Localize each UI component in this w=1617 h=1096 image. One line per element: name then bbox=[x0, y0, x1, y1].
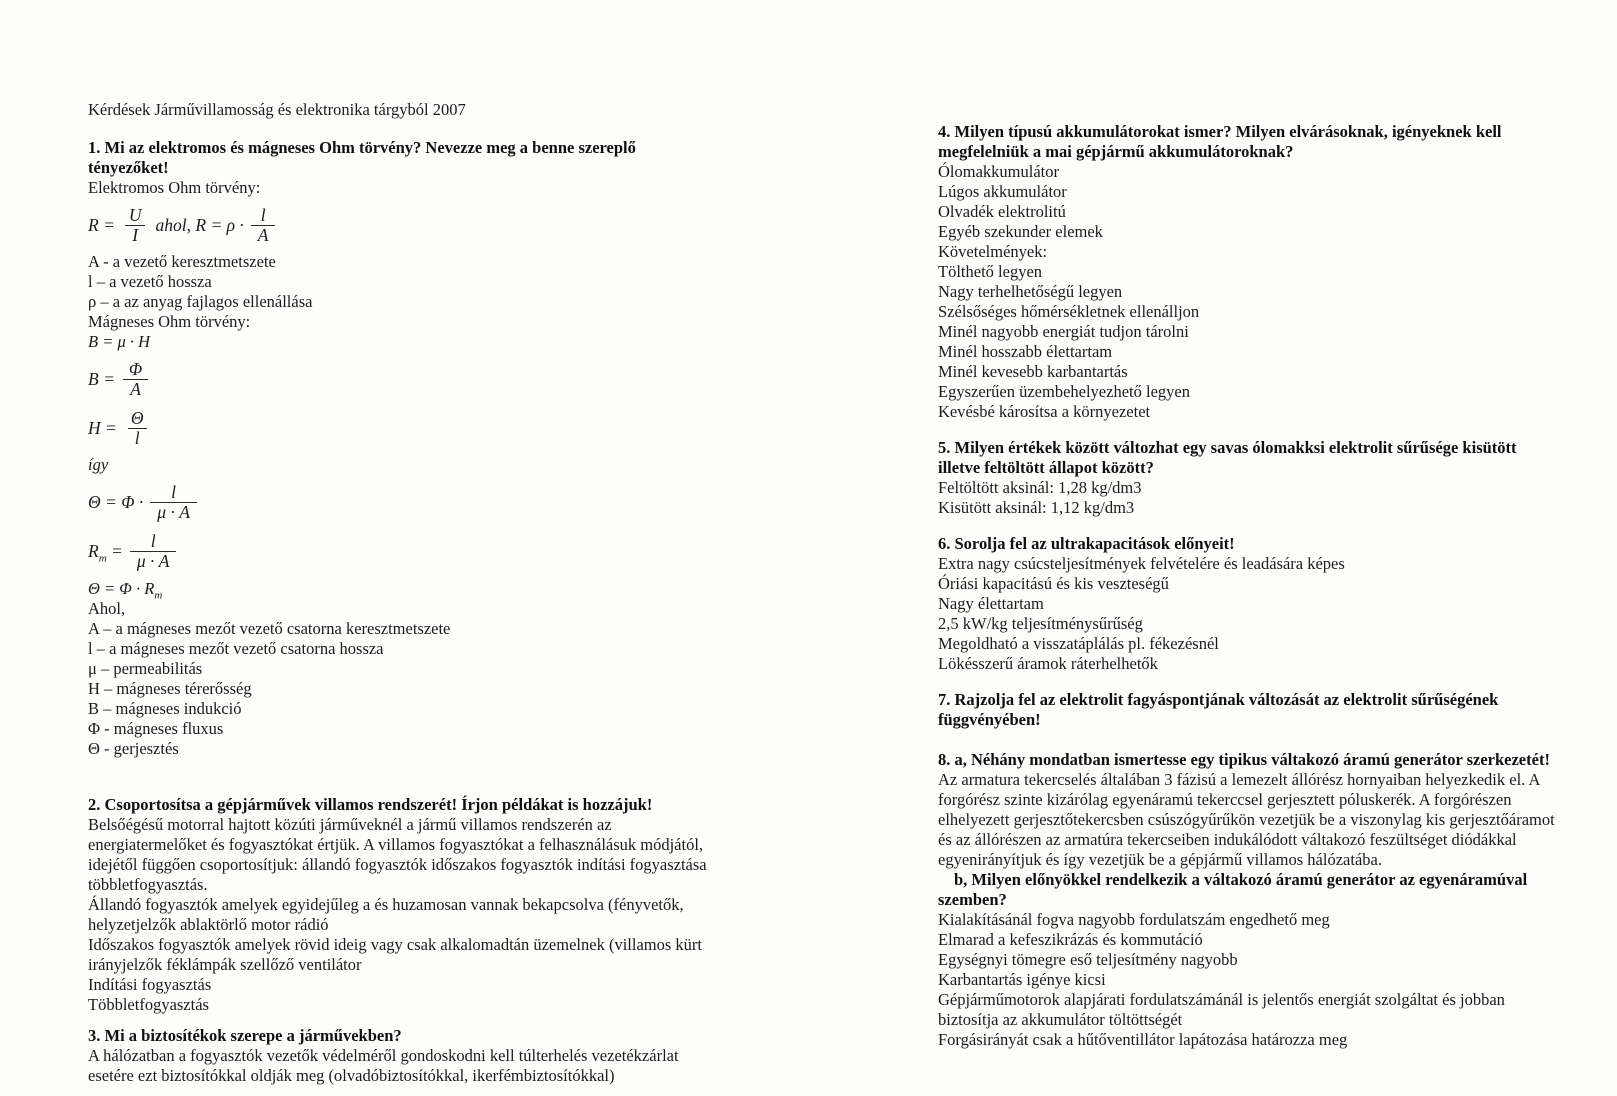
text-line: A – a mágneses mezőt vezető csatorna keresztmetszete bbox=[88, 619, 451, 638]
text-line: Minél kevesebb karbantartás bbox=[938, 362, 1128, 381]
text-line: Nagy terhelhetőségű legyen bbox=[938, 282, 1123, 301]
magnetic-ohm-label: Mágneses Ohm törvény: bbox=[88, 312, 251, 331]
electric-definitions bbox=[88, 252, 753, 312]
text-line: l – a vezető hossza bbox=[88, 272, 212, 291]
fraction: $\frac{\Theta}{l}$ bbox=[124, 409, 151, 448]
text-line: helyzetjelzők ablaktörlő motor rádió bbox=[88, 915, 329, 934]
text-line: Követelmények: bbox=[938, 242, 1048, 261]
document-title: Kérdések Járművillamosság és elektronika tárgyból 2007 bbox=[88, 100, 466, 119]
question-8b-heading bbox=[938, 870, 1578, 910]
text-line: Nagy élettartam bbox=[938, 594, 1044, 613]
text-line: Tölthető legyen bbox=[938, 262, 1043, 281]
electric-ohm-label: Elektromos Ohm törvény: bbox=[88, 178, 261, 197]
heading-line: 1. Mi az elektromos és mágneses Ohm törvény? Nevezze meg a benne szereplő bbox=[88, 138, 636, 157]
text-line: Szélsőséges hőmérsékletnek ellenálljon bbox=[938, 302, 1200, 321]
text-line: A - a vezető keresztmetszete bbox=[88, 252, 276, 271]
heading-line: 7. Rajzolja fel az elektrolit fagyáspontjának változását az elektrolit sűrűségének bbox=[938, 690, 1499, 709]
text-line: Lökésszerű áramok ráterhelhetők bbox=[938, 654, 1158, 673]
text-line: μ – permeabilitás bbox=[88, 659, 203, 678]
question-3-heading: 3. Mi a biztosítékok szerepe a járművekben? bbox=[88, 1026, 402, 1045]
text-line: Többletfogyasztás bbox=[88, 995, 209, 1014]
question-4-heading bbox=[938, 122, 1578, 162]
text-line: 2,5 kW/kg teljesítménysűrűség bbox=[938, 614, 1143, 633]
question-2-body bbox=[88, 815, 753, 1015]
heading-line: tényezőket! bbox=[88, 158, 169, 177]
text-line: többletfogyasztás. bbox=[88, 875, 208, 894]
rm-formula bbox=[88, 529, 753, 573]
fraction: $\frac{U}{I}$ bbox=[122, 206, 149, 245]
ahol-label: Ahol, bbox=[88, 599, 126, 618]
text-line: Kisütött aksinál: 1,12 kg/dm3 bbox=[938, 498, 1135, 517]
question-8-section bbox=[938, 750, 1578, 1050]
text-line: Feltöltött aksinál: 1,28 kg/dm3 bbox=[938, 478, 1142, 497]
question-8a-body bbox=[938, 770, 1578, 870]
question-3-body bbox=[88, 1046, 753, 1086]
text-line: Forgásirányát csak a hűtőventillátor lapátozása határozza meg bbox=[938, 1030, 1348, 1049]
heading-line: 4. Milyen típusú akkumulátorokat ismer? Milyen elvárásoknak, igényeknek kell bbox=[938, 122, 1502, 141]
text-line: Elmarad a kefeszikrázás és kommutáció bbox=[938, 930, 1203, 949]
text-line: idejétől függően csoportosítjuk: állandó fogyasztók időszakos fogyasztók indítási fogyasztása bbox=[88, 855, 707, 874]
question-6-heading: 6. Sorolja fel az ultrakapacitások előnyeit! bbox=[938, 534, 1235, 553]
text-line: Megoldható a visszatáplálás pl. fékezésnél bbox=[938, 634, 1219, 653]
text-line: Időszakos fogyasztók amelyek rövid ideig vagy csak alkalomadtán üzemelnek (villamos kürt bbox=[88, 935, 702, 954]
rm-symbol: $R_m$ = bbox=[88, 541, 123, 565]
document-title-block bbox=[88, 100, 753, 120]
heading-line: illetve feltöltött állapot között? bbox=[938, 458, 1154, 477]
formula-lhs: R = bbox=[88, 215, 115, 235]
text-line: Olvadék elektrolitú bbox=[938, 202, 1066, 221]
text-line: Kialakításánál fogva nagyobb fordulatszám engedhető meg bbox=[938, 910, 1330, 929]
heading-line: b, Milyen előnyökkel rendelkezik a váltakozó áramú generátor az egyenáramúval bbox=[954, 870, 1528, 889]
text-line: forgórész szinte kizárólag egyenáramú tekerccsel gerjesztett póluskerék. A forgórészen bbox=[938, 790, 1512, 809]
fraction: $\frac{l}{\mu \cdot A}$ bbox=[150, 483, 197, 522]
text-line: Óriási kapacitású és kis veszteségű bbox=[938, 574, 1169, 593]
text-line: Egyszerűen üzembehelyezhető legyen bbox=[938, 382, 1190, 401]
theta-rm-formula: $\Theta = \Phi \cdot R_m$ bbox=[88, 579, 163, 602]
text-line: biztosítja az akkumulátor töltöttségét bbox=[938, 1010, 1183, 1029]
question-4-section bbox=[938, 122, 1578, 422]
question-5-body bbox=[938, 478, 1578, 518]
question-5-section bbox=[938, 438, 1578, 518]
text-line: energiatermelőket és fogyasztókat értjük. A villamos fogyasztókat a felhasználásuk módjától, bbox=[88, 835, 704, 854]
text-line: Az armatura tekercselés általában 3 fázisú a lemezelt állórész hornyaiban helyezkedik el. A bbox=[938, 770, 1541, 789]
magnetic-definitions bbox=[88, 619, 753, 759]
text-line: elhelyezett gerjesztőtekercsben csúszógyűrűkön vezetjük be a viszonylag kis gerjesztőáramot bbox=[938, 810, 1555, 829]
question-6-section bbox=[938, 534, 1578, 674]
text-line: ρ – a az anyag fajlagos ellenállása bbox=[88, 292, 313, 311]
text-line: Lúgos akkumulátor bbox=[938, 182, 1067, 201]
question-4-body bbox=[938, 162, 1578, 422]
text-line: Indítási fogyasztás bbox=[88, 975, 212, 994]
text-line: B – mágneses indukció bbox=[88, 699, 242, 718]
text-line: Karbantartás igénye kicsi bbox=[938, 970, 1106, 989]
question-2-section bbox=[88, 795, 753, 1015]
question-5-heading bbox=[938, 438, 1578, 478]
heading-line: szemben? bbox=[938, 890, 1007, 909]
theta-formula: Θ = Φ · $\frac{l}{\mu \cdot A}$ bbox=[88, 480, 753, 524]
text-line: H – mágneses térerősség bbox=[88, 679, 252, 698]
question-8b-body bbox=[938, 910, 1578, 1050]
text-line: Φ - mágneses fluxus bbox=[88, 719, 224, 738]
heading-line: függvényében! bbox=[938, 710, 1041, 729]
text-line: Belsőégésű motorral hajtott közúti járműveknél a jármű villamos rendszerén az bbox=[88, 815, 612, 834]
text-line: Extra nagy csúcsteljesítmények felvételére és leadására képes bbox=[938, 554, 1345, 573]
text-line: irányjelzők féklámpák szellőző ventilátor bbox=[88, 955, 362, 974]
text-line: Minél hosszabb élettartam bbox=[938, 342, 1113, 361]
question-6-body bbox=[938, 554, 1578, 674]
electric-ohm-formula bbox=[88, 203, 753, 247]
text-line: Egységnyi tömegre eső teljesítmény nagyobb bbox=[938, 950, 1238, 969]
question-7-heading bbox=[938, 690, 1578, 730]
fraction: $\frac{\Phi}{A}$ bbox=[122, 360, 149, 399]
text-line: és az állórészen az armatúra tekercseiben indukálódott váltakozó feszültséget diódákkal bbox=[938, 830, 1517, 849]
formula-mid: ahol, R = ρ · bbox=[155, 215, 244, 235]
text-line: Θ - gerjesztés bbox=[88, 739, 179, 758]
question-1-section bbox=[88, 138, 753, 759]
heading-line: megfelelniük a mai gépjármű akkumulátoroknak? bbox=[938, 142, 1294, 161]
text-line: Gépjárműmotorok alapjárati fordulatszámánál is jelentős energiát szolgáltat és jobban bbox=[938, 990, 1505, 1009]
text-line: Minél nagyobb energiát tudjon tárolni bbox=[938, 322, 1189, 341]
fraction: $\frac{l}{A}$ bbox=[251, 206, 276, 245]
text-line: A hálózatban a fogyasztók vezetők védelméről gondoskodni kell túlterhelés vezetékzárlat bbox=[88, 1046, 679, 1065]
question-3-section bbox=[88, 1026, 753, 1086]
text-line: Kevésbé károsítsa a környezetet bbox=[938, 402, 1151, 421]
h-formula: H = $\frac{\Theta}{l}$ bbox=[88, 406, 753, 450]
b-flux-formula: B = $\frac{\Phi}{A}$ bbox=[88, 357, 753, 401]
text-line: Ólomakkumulátor bbox=[938, 162, 1059, 181]
question-1-heading bbox=[88, 138, 753, 178]
text-line: l – a mágneses mezőt vezető csatorna hossza bbox=[88, 639, 384, 658]
heading-line: 5. Milyen értékek között változhat egy savas ólomakksi elektrolit sűrűsége kisütött bbox=[938, 438, 1517, 457]
b-mu-h-formula: B = μ · H bbox=[88, 332, 151, 351]
text-line: Egyéb szekunder elemek bbox=[938, 222, 1103, 241]
fraction: $\frac{l}{\mu \cdot A}$ bbox=[130, 532, 177, 571]
igy-label: így bbox=[88, 455, 109, 474]
question-7-section bbox=[938, 690, 1578, 730]
text-line: egyenirányítjuk és így vezetjük be a gépjármű villamos hálózatába. bbox=[938, 850, 1382, 869]
question-2-heading: 2. Csoportosítsa a gépjárművek villamos rendszerét! Írjon példákat is hozzájuk! bbox=[88, 795, 653, 814]
text-line: esetére ezt biztosítókkal oldják meg (olvadóbiztosítókkal, ikerfémbiztosítókkal) bbox=[88, 1066, 615, 1085]
text-line: Állandó fogyasztók amelyek egyidejűleg a és huzamosan vannak bekapcsolva (fényvetők, bbox=[88, 895, 684, 914]
question-8a-heading: 8. a, Néhány mondatban ismertesse egy tipikus váltakozó áramú generátor szerkezetét! bbox=[938, 750, 1550, 769]
